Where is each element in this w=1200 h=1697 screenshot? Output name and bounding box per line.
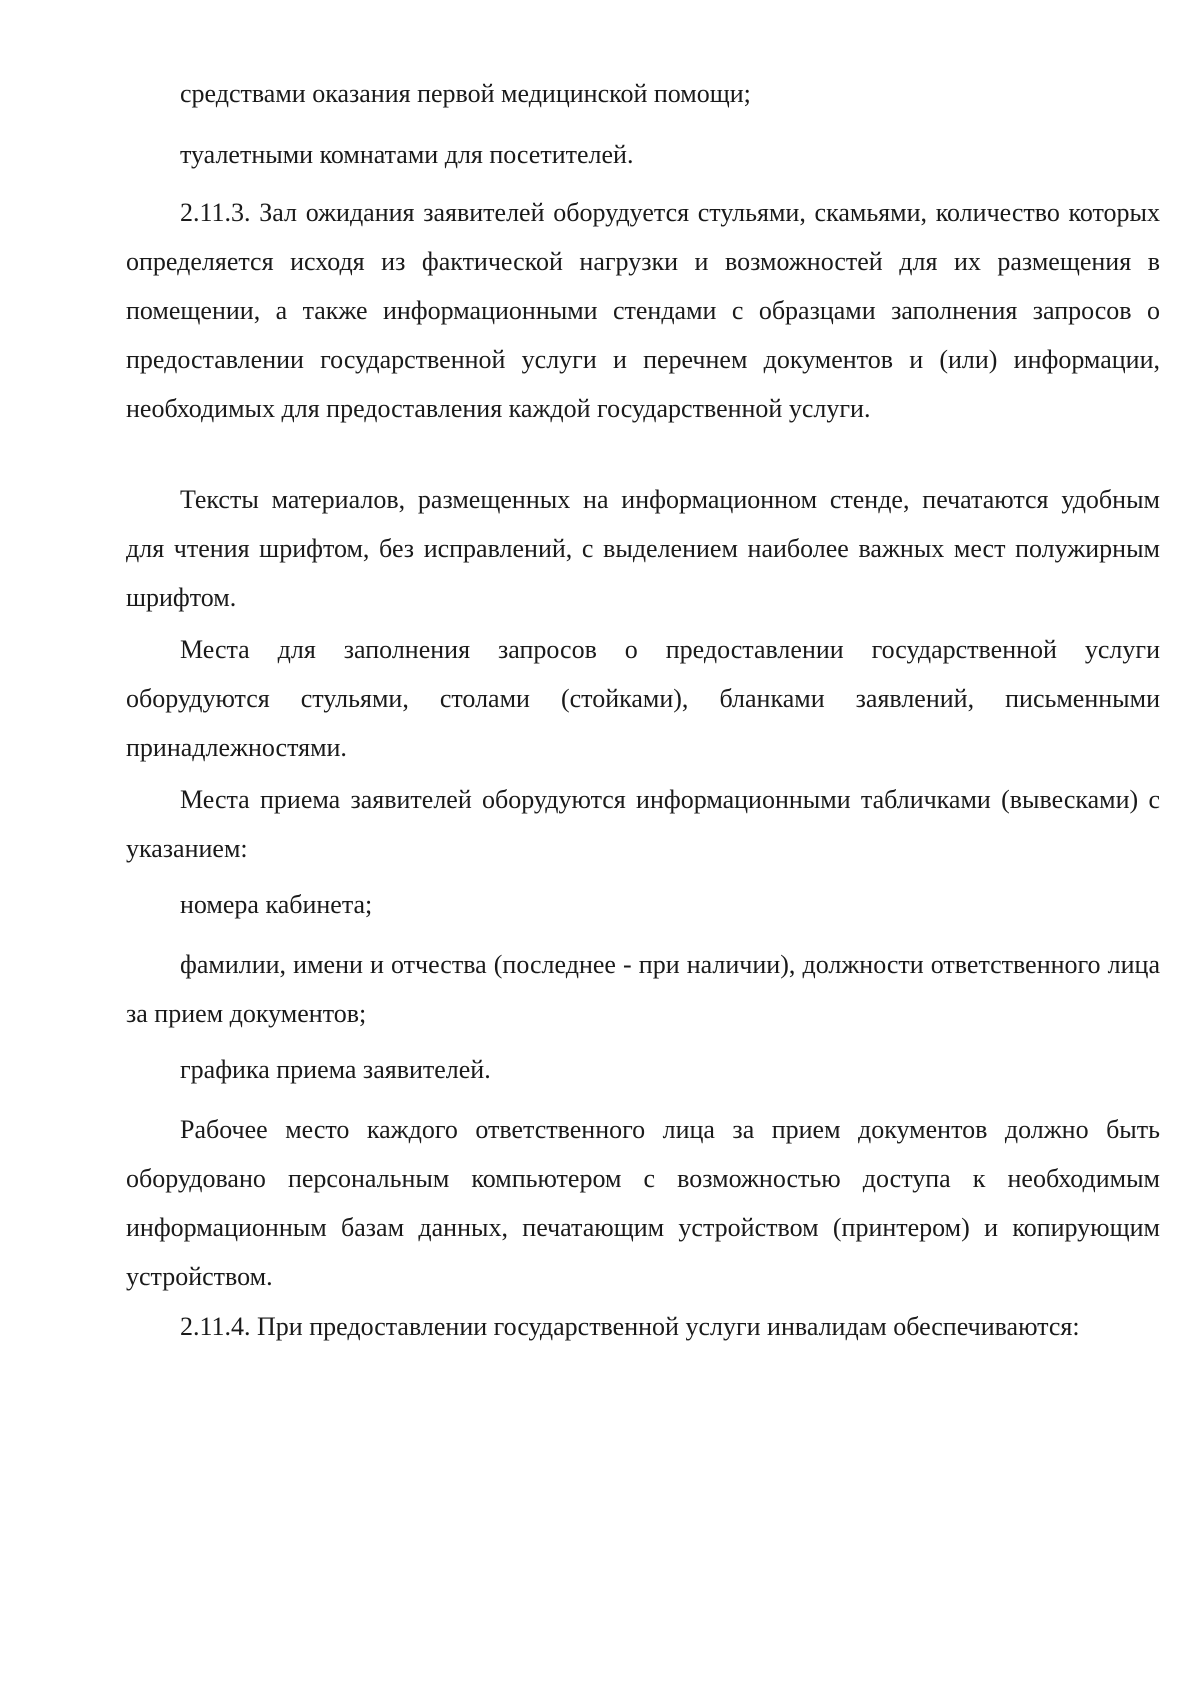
paragraph-toilets: туалетными комнатами для посетителей. [180,140,634,169]
paragraph-cabinet-number: номера кабинета; [180,890,373,919]
paragraph-stand-texts: Тексты материалов, размещенных на информационном стенде, печатаются удобным для чтения шрифтом, без исправлений, с выделением наиболее важных мест полужирным шрифтом. [126,485,1160,612]
paragraph-full-name: фамилии, имени и отчества (последнее - при наличии), должности ответственного лица за прием документов; [126,950,1160,1028]
paragraph-2-11-3: 2.11.3. Зал ожидания заявителей оборудуется стульями, скамьями, количество которых определяется исходя из фактической нагрузки и возможностей для их размещения в помещении, а также информационными стендами с образцами заполнения запросов о предоставлении государственной услуги и перечнем документов и (или) информации, необходимых для предоставления каждой государственной услуги. [126,198,1160,423]
paragraph-workplace: Рабочее место каждого ответственного лица за прием документов должно быть оборудовано персональным компьютером с возможностью доступа к необходимым информационным базам данных, печатающим устройством (принтером) и копирующим устройством. [126,1115,1160,1291]
paragraph-filling-places: Места для заполнения запросов о предоставлении государственной услуги оборудуются стульями, столами (стойками), бланками заявлений, письменными принадлежностями. [126,635,1160,762]
paragraph-first-aid: средствами оказания первой медицинской помощи; [180,79,751,108]
paragraph-reception-places: Места приема заявителей оборудуются информационными табличками (вывесками) с указанием: [126,785,1160,863]
paragraph-schedule: графика приема заявителей. [180,1055,491,1084]
paragraph-2-11-4: 2.11.4. При предоставлении государственной услуги инвалидам обеспечиваются: [180,1312,1080,1341]
